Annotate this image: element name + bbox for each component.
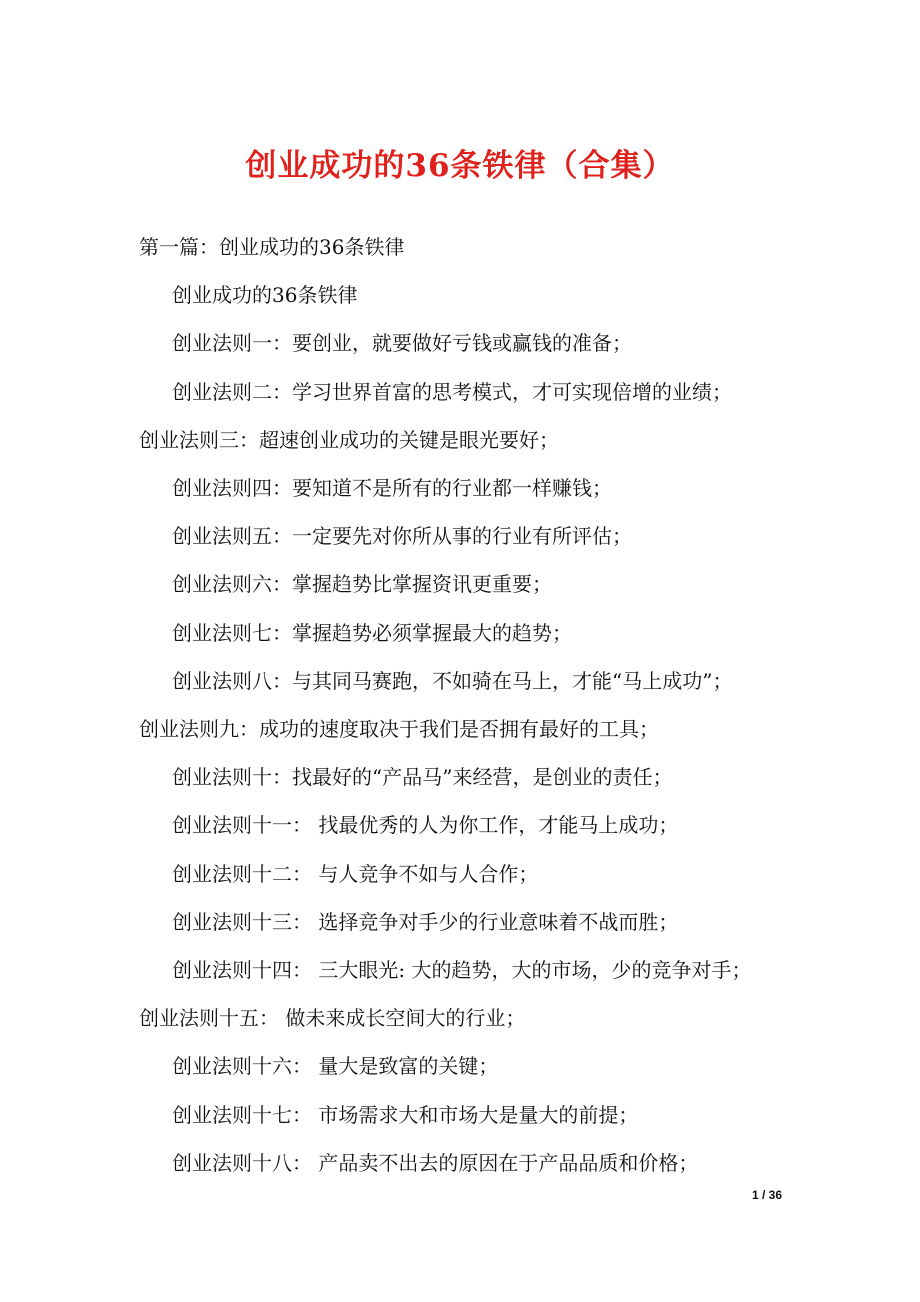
paragraph-line: 创业法则十八： 产品卖不出去的原因在于产品品质和价格； [172,1151,699,1175]
paragraph-line: 创业法则十二： 与人竞争不如与人合作； [172,862,539,886]
paragraph-line: 创业法则八：与其同马赛跑，不如骑在马上，才能“马上成功”； [172,669,733,693]
page-number: 1 / 36 [751,1188,782,1202]
paragraph-line: 创业法则四：要知道不是所有的行业都一样赚钱； [172,476,612,500]
paragraph-line: 创业法则一：要创业，就要做好亏钱或赢钱的准备； [172,331,632,355]
paragraph-line: 创业法则三：超速创业成功的关键是眼光要好； [139,428,559,452]
paragraph-line: 创业成功的36条铁律 [172,283,358,307]
paragraph-line: 创业法则七：掌握趋势必须掌握最大的趋势； [172,621,572,645]
paragraph-line: 创业法则十六： 量大是致富的关键； [172,1054,499,1078]
document-title: 创业成功的36条铁律（合集） [245,148,675,184]
paragraph-line: 创业法则六：掌握趋势比掌握资讯更重要； [172,572,552,596]
paragraph-line: 创业法则十三： 选择竞争对手少的行业意味着不战而胜； [172,910,679,934]
paragraph-line: 创业法则十一： 找最优秀的人为你工作，才能马上成功； [172,813,679,837]
paragraph-line: 创业法则十四： 三大眼光: 大的趋势，大的市场，少的竞争对手； [172,958,752,982]
paragraph-line: 创业法则二：学习世界首富的思考模式，才可实现倍增的业绩； [172,380,732,404]
paragraph-line: 创业法则十五： 做未来成长空间大的行业； [139,1006,526,1030]
paragraph-line: 创业法则十：找最好的“产品马”来经营，是创业的责任； [172,765,673,789]
paragraph-line: 创业法则九：成功的速度取决于我们是否拥有最好的工具； [139,717,659,741]
paragraph-line: 创业法则五：一定要先对你所从事的行业有所评估； [172,524,632,548]
paragraph-line: 第一篇：创业成功的36条铁律 [139,235,405,259]
paragraph-line: 创业法则十七： 市场需求大和市场大是量大的前提； [172,1103,639,1127]
